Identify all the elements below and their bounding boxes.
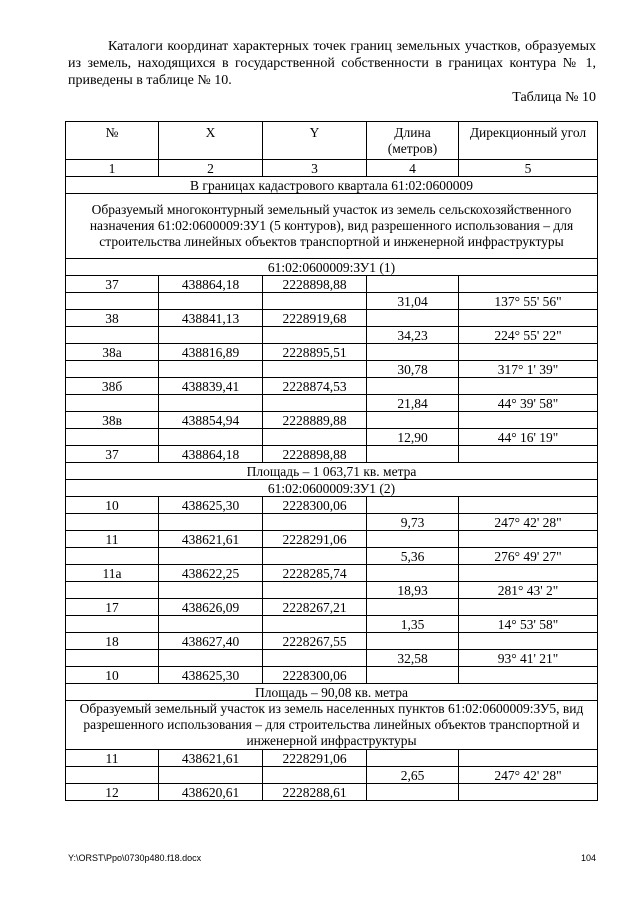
point-x: 438841,13 [159,310,263,327]
point-row [66,412,598,429]
segment-row [66,514,598,531]
segment-angle: 44° 39' 58" [459,395,598,412]
segment-row [66,582,598,599]
point-row [66,497,598,514]
intro-paragraph: Каталоги координат характерных точек границ земельных участков, образуемых из земель, находящихся в государственной собственности в границах контура № 1, приведены в таблице № 10. [68,39,596,88]
point-y: 2228898,88 [263,446,367,463]
point-number: 38 [66,310,159,327]
segment-angle: 93° 41' 21" [459,650,598,667]
point-y: 2228288,61 [263,784,367,801]
point-row [66,633,598,650]
header-cell: Y [263,122,367,160]
point-x: 438625,30 [159,667,263,684]
point-x: 438626,09 [159,599,263,616]
segment-angle: 44° 16' 19" [459,429,598,446]
point-y: 2228300,06 [263,497,367,514]
area-row: Площадь – 90,08 кв. метра [66,684,598,701]
segment-length: 12,90 [367,429,459,446]
point-row [66,276,598,293]
segment-length: 31,04 [367,293,459,310]
point-number: 37 [66,446,159,463]
point-row [66,531,598,548]
segment-length: 2,65 [367,767,459,784]
header-row [66,122,598,160]
column-number: 5 [459,160,598,177]
contour-title: 61:02:0600009:ЗУ1 (2) [66,480,598,497]
parcel-description: Образуемый многоконтурный земельный участок из земель сельскохозяйственного назначения 61:02:0600009:ЗУ1 (5 контуров), вид разрешенного использования – для строительства линейных объектов транспортной и инженерной инфраструктуры [66,194,598,259]
column-number: 3 [263,160,367,177]
column-number: 2 [159,160,263,177]
footer-file-path: Y:\ORST\Ppo\0730p480.f18.docx [68,853,202,863]
point-number: 17 [66,599,159,616]
point-x: 438854,94 [159,412,263,429]
point-x: 438622,25 [159,565,263,582]
segment-angle: 14° 53' 58" [459,616,598,633]
segment-row [66,327,598,344]
segment-length: 18,93 [367,582,459,599]
point-x: 438864,18 [159,446,263,463]
point-number: 11 [66,531,159,548]
footer-page-number: 104 [580,853,596,863]
point-y: 2228919,68 [263,310,367,327]
segment-row [66,650,598,667]
point-number: 18 [66,633,159,650]
coordinates-table [65,121,598,801]
segment-length: 32,58 [367,650,459,667]
point-row [66,599,598,616]
segment-row [66,616,598,633]
point-number: 10 [66,667,159,684]
segment-row [66,293,598,310]
point-number: 38б [66,378,159,395]
point-row [66,446,598,463]
point-x: 438864,18 [159,276,263,293]
segment-row [66,361,598,378]
point-y: 2228889,88 [263,412,367,429]
header-cell: X [159,122,263,160]
point-y: 2228285,74 [263,565,367,582]
point-number: 38в [66,412,159,429]
parcel-description: Образуемый земельный участок из земель населенных пунктов 61:02:0600009:ЗУ5, вид разрешенного использования – для строительства линейных объектов транспортной и инженерной инфраструктуры [66,701,598,750]
header-cell: Длина (метров) [367,122,459,160]
point-x: 438625,30 [159,497,263,514]
point-number: 11 [66,750,159,767]
segment-angle: 247° 42' 28" [459,514,598,531]
segment-angle: 224° 55' 22" [459,327,598,344]
point-y: 2228291,06 [263,750,367,767]
point-row [66,667,598,684]
segment-length: 30,78 [367,361,459,378]
point-y: 2228291,06 [263,531,367,548]
segment-length: 1,35 [367,616,459,633]
point-x: 438621,61 [159,750,263,767]
point-x: 438620,61 [159,784,263,801]
header-cell: Дирекционный угол [459,122,598,160]
segment-angle: 317° 1' 39" [459,361,598,378]
contour-title: 61:02:0600009:ЗУ1 (1) [66,259,598,276]
segment-angle: 247° 42' 28" [459,767,598,784]
point-row [66,784,598,801]
segment-length: 34,23 [367,327,459,344]
point-x: 438621,61 [159,531,263,548]
point-row [66,565,598,582]
segment-angle: 281° 43' 2" [459,582,598,599]
column-number: 1 [66,160,159,177]
segment-length: 21,84 [367,395,459,412]
point-y: 2228300,06 [263,667,367,684]
column-number-row [66,160,598,177]
point-x: 438627,40 [159,633,263,650]
segment-length: 5,36 [367,548,459,565]
point-number: 10 [66,497,159,514]
quarter-title: В границах кадастрового квартала 61:02:0600009 [66,177,598,194]
point-y: 2228267,55 [263,633,367,650]
area-row: Площадь – 1 063,71 кв. метра [66,463,598,480]
point-number: 38а [66,344,159,361]
header-cell: № [66,122,159,160]
table-label: Таблица № 10 [512,90,596,105]
point-row [66,310,598,327]
column-number: 4 [367,160,459,177]
segment-angle: 137° 55' 56" [459,293,598,310]
point-x: 438816,89 [159,344,263,361]
segment-row [66,395,598,412]
point-row [66,344,598,361]
segment-row [66,767,598,784]
point-number: 37 [66,276,159,293]
point-x: 438839,41 [159,378,263,395]
point-row [66,750,598,767]
point-y: 2228895,51 [263,344,367,361]
segment-length: 9,73 [367,514,459,531]
point-y: 2228898,88 [263,276,367,293]
segment-angle: 276° 49' 27" [459,548,598,565]
point-row [66,378,598,395]
point-number: 12 [66,784,159,801]
segment-row [66,429,598,446]
segment-row [66,548,598,565]
point-y: 2228267,21 [263,599,367,616]
point-y: 2228874,53 [263,378,367,395]
point-number: 11а [66,565,159,582]
